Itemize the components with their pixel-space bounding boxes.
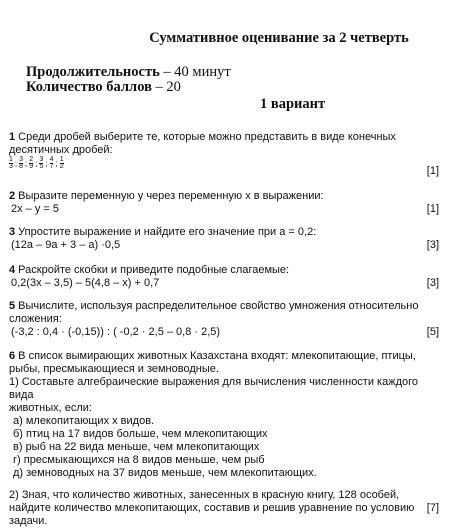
fraction: $\frac{3}{8}$ — [19, 156, 24, 170]
task-3 — [9, 226, 439, 252]
subtask-2: найдите количество млекопитающих, составив и решив уравнение по условию — [9, 502, 415, 514]
task-expression: (12а – 9а + 3 – а) ·0,5 — [11, 239, 121, 251]
fraction: $\frac{2}{9}$ — [29, 156, 34, 170]
task-4 — [9, 264, 439, 290]
subtask-1: животных, если: — [9, 402, 92, 414]
points-label: Количество баллов — [26, 79, 152, 95]
fraction: $\frac{1}{3}$ — [9, 156, 13, 170]
subtask-2: задачи. — [9, 515, 48, 527]
task-expression: 0,2(3х – 3,5) – 5(4,8 – х) + 0,7 — [11, 277, 160, 289]
list-item: д) земноводных на 37 видов меньше, чем млекопитающих. — [13, 467, 317, 479]
variant-label: 1 вариант — [260, 96, 326, 112]
task-number: 6 — [9, 350, 16, 362]
page-title: Суммативное оценивание за 2 четверть — [149, 30, 409, 46]
task-text: рыбы, пресмыкающиеся и земноводные. — [9, 363, 219, 375]
duration-label: Продолжительность — [26, 64, 160, 80]
points-line — [26, 79, 181, 96]
fraction-list: $\frac{1}{3}$ ; $\frac{3}{8}$ ; $\frac{2}{9}$ ; $\frac{3}{5}$ ; $\frac{4}{7}$ ; $\frac{1}{2}$ — [9, 156, 64, 170]
task-number: 1 — [9, 131, 16, 143]
task-number: 2 — [9, 190, 16, 202]
list-item: б) птиц на 17 видов больше, чем млекопитающих — [13, 428, 268, 440]
task-score: [7] — [426, 502, 439, 514]
task-text: Вычислите, используя распределительное свойство умножения относительно — [15, 300, 419, 312]
list-item: г) пресмыкающихся на 8 видов меньше, чем рыб — [13, 454, 265, 466]
fraction: $\frac{1}{2}$ — [59, 156, 64, 170]
task-6 — [9, 350, 439, 528]
task-text: Раскройте скобки и приведите подобные слагаемые: — [15, 264, 290, 276]
task-text: десятичных дробей: — [9, 144, 113, 156]
task-expression: 2х – у = 5 — [11, 203, 60, 215]
task-5 — [9, 300, 439, 339]
list-item: а) млекопитающих х видов. — [13, 415, 155, 427]
task-score: [1] — [426, 165, 439, 177]
task-text: Упростите выражение и найдите его значение при а = 0,2: — [15, 226, 317, 238]
task-score: [1] — [426, 203, 439, 215]
fraction: $\frac{3}{5}$ — [39, 156, 44, 170]
points-value: – 20 — [151, 79, 181, 95]
task-score: [5] — [426, 326, 439, 338]
task-text: Выразите переменную у через переменную х в выражении: — [15, 190, 324, 202]
task-score: [3] — [426, 277, 439, 289]
task-score: [3] — [426, 239, 439, 251]
subtask-2: 2) Зная, что количество животных, занесенных в красную книгу, 128 особей, — [9, 489, 400, 501]
task-text: В список вымирающих животных Казахстана входят: млекопитающие, птицы, — [15, 350, 416, 362]
task-number: 5 — [9, 300, 16, 312]
list-item: в) рыб на 22 вида меньше, чем млекопитающих — [13, 441, 260, 453]
task-1 — [9, 131, 439, 177]
duration-value: – 40 минут — [159, 64, 231, 80]
task-text: сложения: — [9, 313, 62, 325]
fraction: $\frac{4}{7}$ — [49, 156, 54, 170]
task-text: Среди дробей выберите те, которые можно представить в виде конечных — [15, 131, 396, 143]
subtask-1: 1) Составьте алгебраические выражения для вычисления численности каждого вида — [9, 376, 419, 401]
task-2 — [9, 190, 439, 216]
task-expression: (-3,2 : 0,4 · (-0,15)) : ( -0,2 · 2,5 – 0,8 · 2,5) — [11, 326, 221, 338]
task-number: 3 — [9, 226, 16, 238]
task-number: 4 — [9, 264, 16, 276]
